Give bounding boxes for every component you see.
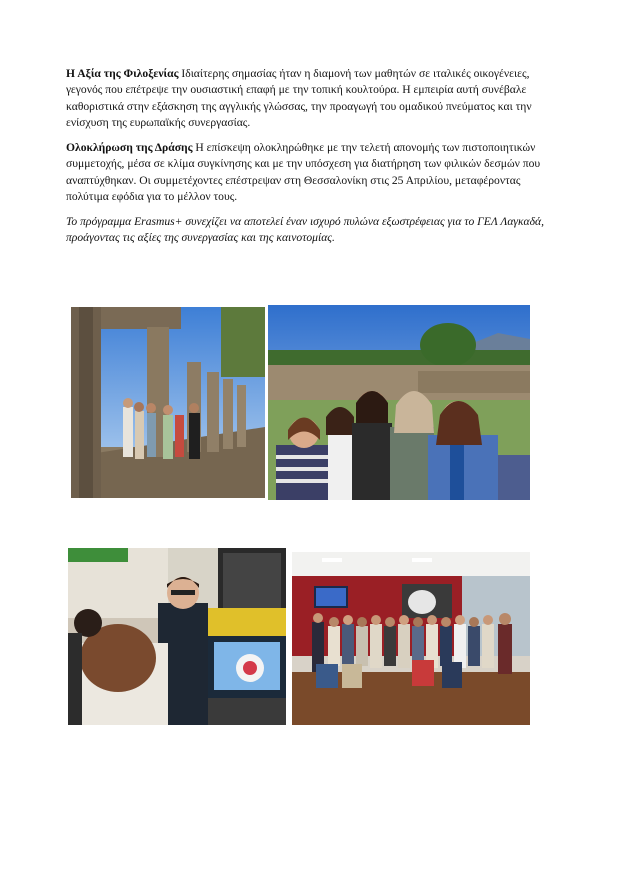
photo-teacher-computer [68, 548, 286, 725]
paragraph-body: Το πρόγραμμα Erasmus+ συνεχίζει να αποτελεί έναν ισχυρό πυλώνα εξωστρέφειας για το ΓΕΛ Λαγκαδά, προάγοντας τις αξίες της συνεργασίας και της καινοτομίας. [66, 215, 545, 245]
photo-group-hall [292, 552, 530, 725]
paragraph-body: Ιδιαίτερης σημασίας ήταν η διαμονή των μαθητών σε ιταλικές οικογένειες, γεγονός που επέτρεψε την ουσιαστική επαφή με την τοπική κουλτούρα. Η εμπειρία αυτή συνέβαλε καθοριστικά στην εξάσκηση της αγγλικής γλώσσας, την προαγωγή του ομαδικού πνεύματος και την ενίσχυση της ευρωπαϊκής συνεργασίας. [66, 67, 532, 129]
paragraph-heading: Ολοκλήρωση της Δράσης [66, 141, 193, 154]
paragraph-heading: Η Αξία της Φιλοξενίας [66, 67, 179, 80]
paragraph-completion [66, 140, 566, 205]
paragraph-closing [66, 214, 566, 247]
paragraph-hospitality [66, 66, 566, 131]
photo-ruins-columns [71, 307, 265, 498]
paragraph-body: Η επίσκεψη ολοκληρώθηκε με την τελετή απονομής των πιστοποιητικών συμμετοχής, μέσα σε κλίμα συγκίνησης και με την υπόσχεση για διατήρηση των φιλικών δεσμών που αναπτύχθηκαν. Οι συμμετέχοντες επέστρεψαν στη Θεσσαλονίκη στις 25 Απριλίου, μεταφέροντας πολύτιμα εφόδια για το μέλλον τους. [66, 141, 541, 203]
photo-group-selfie [268, 305, 530, 500]
